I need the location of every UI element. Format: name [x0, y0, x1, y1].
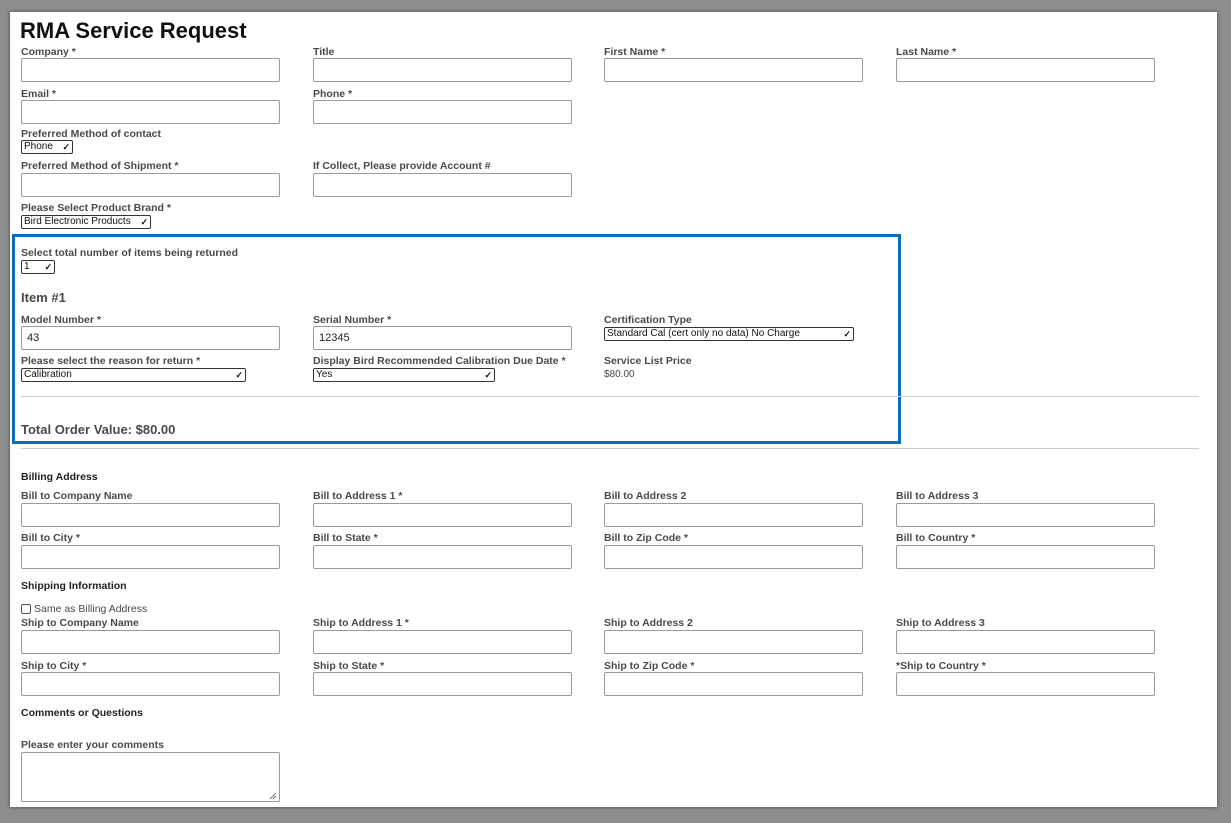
comments-textarea[interactable] — [21, 752, 280, 802]
divider — [21, 448, 1199, 449]
same-as-billing-label: Same as Billing Address — [34, 603, 148, 615]
form-page — [10, 12, 1217, 807]
ship-state-input[interactable] — [313, 672, 572, 696]
return-reason-value: Calibration — [24, 369, 72, 380]
ship-address2-input[interactable] — [604, 630, 863, 654]
ship-address3-label: Ship to Address 3 — [896, 617, 985, 629]
ship-country-label: *Ship to Country * — [896, 660, 986, 672]
return-reason-select[interactable] — [21, 368, 246, 382]
due-date-label: Display Bird Recommended Calibration Due Date * — [313, 355, 566, 367]
model-number-label: Model Number * — [21, 314, 101, 326]
last-name-label: Last Name * — [896, 46, 957, 58]
due-date-value: Yes — [316, 369, 333, 380]
bill-city-input[interactable] — [21, 545, 280, 569]
ship-country-input[interactable] — [896, 672, 1155, 696]
phone-input[interactable] — [313, 100, 572, 124]
serial-number-input[interactable] — [313, 326, 572, 350]
title-input[interactable] — [313, 58, 572, 82]
ship-address3-input[interactable] — [896, 630, 1155, 654]
resize-handle-icon[interactable] — [269, 792, 277, 800]
page-title: RMA Service Request — [20, 18, 247, 43]
bill-country-label: Bill to Country * — [896, 532, 976, 544]
title-label: Title — [313, 46, 335, 58]
first-name-label: First Name * — [604, 46, 666, 58]
service-price-label: Service List Price — [604, 355, 692, 367]
chevron-down-icon: ✓ — [484, 370, 492, 380]
chevron-down-icon: ✓ — [235, 370, 243, 380]
bill-address3-input[interactable] — [896, 503, 1155, 527]
certification-type-select[interactable] — [604, 327, 854, 341]
bill-address1-label: Bill to Address 1 * — [313, 490, 403, 502]
shipment-method-label: Preferred Method of Shipment * — [21, 160, 179, 172]
bill-address1-input[interactable] — [313, 503, 572, 527]
ship-address1-input[interactable] — [313, 630, 572, 654]
certification-type-label: Certification Type — [604, 314, 692, 326]
first-name-input[interactable] — [604, 58, 863, 82]
ship-address2-label: Ship to Address 2 — [604, 617, 693, 629]
email-label: Email * — [21, 88, 57, 100]
contact-method-label: Preferred Method of contact — [21, 128, 162, 140]
last-name-input[interactable] — [896, 58, 1155, 82]
chevron-down-icon: ✓ — [44, 262, 52, 272]
collect-account-input[interactable] — [313, 173, 572, 197]
serial-number-label: Serial Number * — [313, 314, 392, 326]
shipping-heading: Shipping Information — [21, 580, 127, 592]
bill-zip-label: Bill to Zip Code * — [604, 532, 688, 544]
comments-label: Please enter your comments — [21, 739, 164, 751]
due-date-select[interactable] — [313, 368, 495, 382]
shipment-method-input[interactable] — [21, 173, 280, 197]
bill-city-label: Bill to City * — [21, 532, 80, 544]
product-brand-label: Please Select Product Brand * — [21, 202, 171, 214]
contact-method-value: Phone — [24, 141, 53, 152]
total-order-value: Total Order Value: $80.00 — [21, 422, 176, 437]
contact-method-select[interactable] — [21, 140, 73, 154]
ship-city-input[interactable] — [21, 672, 280, 696]
ship-city-label: Ship to City * — [21, 660, 87, 672]
bill-address2-input[interactable] — [604, 503, 863, 527]
ship-company-label: Ship to Company Name — [21, 617, 139, 629]
ship-zip-input[interactable] — [604, 672, 863, 696]
item-count-select[interactable] — [21, 260, 55, 274]
bill-address2-label: Bill to Address 2 — [604, 490, 687, 502]
chevron-down-icon: ✓ — [140, 217, 148, 227]
ship-zip-label: Ship to Zip Code * — [604, 660, 695, 672]
collect-account-label: If Collect, Please provide Account # — [313, 160, 491, 172]
same-as-billing-row[interactable] — [21, 603, 147, 615]
return-reason-label: Please select the reason for return * — [21, 355, 201, 367]
company-label: Company * — [21, 46, 76, 58]
bill-zip-input[interactable] — [604, 545, 863, 569]
chevron-down-icon: ✓ — [843, 329, 851, 339]
billing-heading: Billing Address — [21, 471, 98, 483]
same-as-billing-checkbox[interactable] — [21, 604, 31, 614]
certification-type-value: Standard Cal (cert only no data) No Charge — [607, 328, 800, 339]
ship-company-input[interactable] — [21, 630, 280, 654]
chevron-down-icon: ✓ — [62, 142, 70, 152]
ship-address1-label: Ship to Address 1 * — [313, 617, 409, 629]
bill-state-label: Bill to State * — [313, 532, 378, 544]
bill-state-input[interactable] — [313, 545, 572, 569]
item-heading: Item #1 — [21, 290, 66, 305]
ship-state-label: Ship to State * — [313, 660, 385, 672]
company-input[interactable] — [21, 58, 280, 82]
phone-label: Phone * — [313, 88, 353, 100]
bill-address3-label: Bill to Address 3 — [896, 490, 979, 502]
product-brand-select[interactable] — [21, 215, 151, 229]
bill-country-input[interactable] — [896, 545, 1155, 569]
product-brand-value: Bird Electronic Products — [24, 216, 131, 227]
bill-company-label: Bill to Company Name — [21, 490, 133, 502]
divider — [21, 396, 1199, 397]
service-price-value: $80.00 — [604, 369, 635, 380]
comments-heading: Comments or Questions — [21, 707, 143, 719]
email-input[interactable] — [21, 100, 280, 124]
model-number-input[interactable] — [21, 326, 280, 350]
item-count-label: Select total number of items being returned — [21, 247, 239, 259]
item-count-value: 1 — [24, 261, 30, 272]
bill-company-input[interactable] — [21, 503, 280, 527]
